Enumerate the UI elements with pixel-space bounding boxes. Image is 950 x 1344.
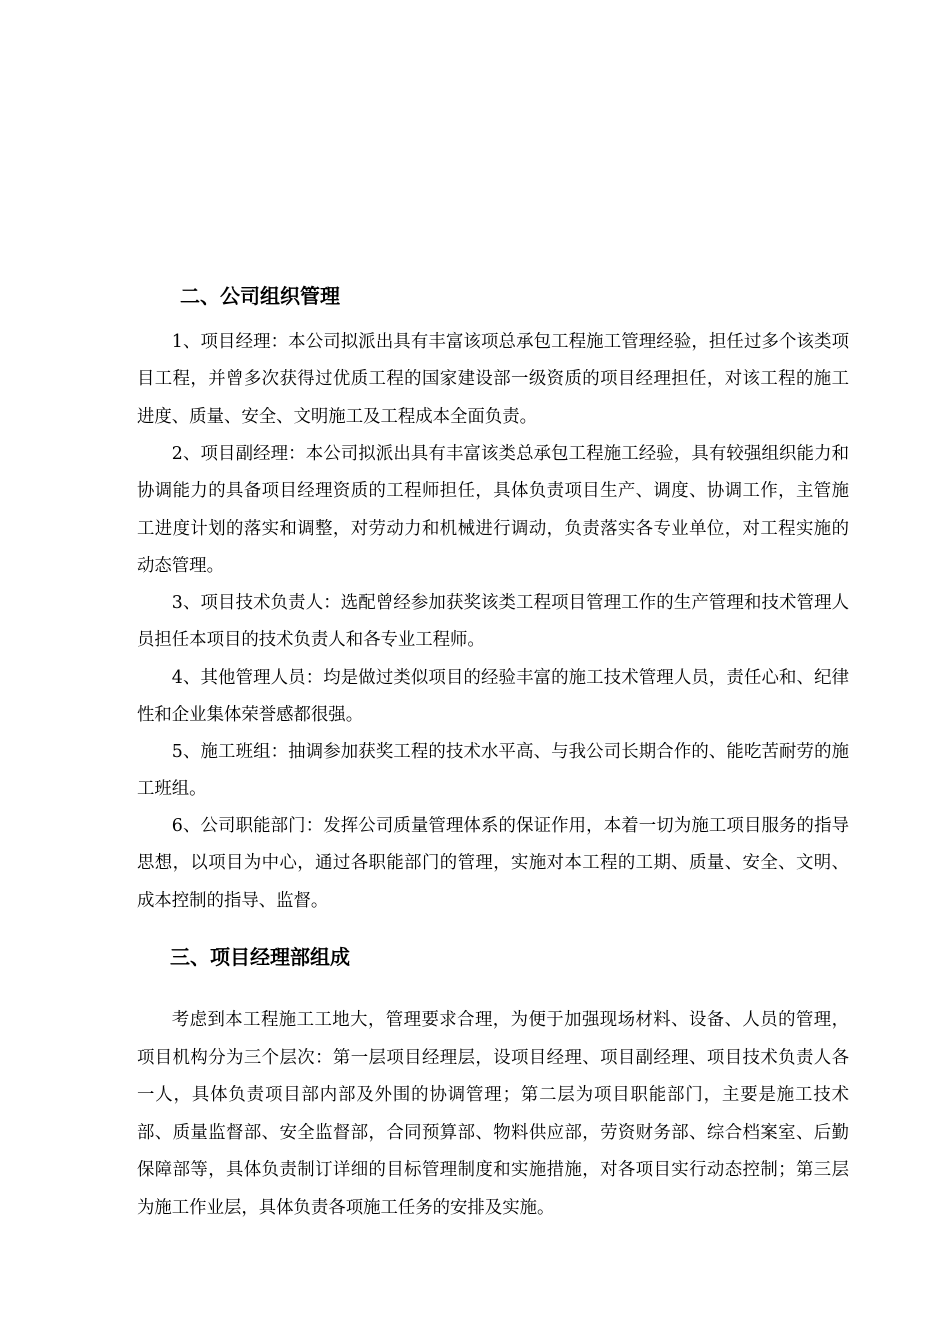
- paragraph-functional-departments: 6、公司职能部门：发挥公司质量管理体系的保证作用，本着一切为施工项目服务的指导思想，以项目为中心，通过各职能部门的管理，实施对本工程的工期、质量、安全、文明、成本控制的指导、监督。: [137, 816, 849, 911]
- section-heading-organization: 二、公司组织管理: [180, 284, 340, 308]
- paragraph-project-manager: 1、项目经理：本公司拟派出具有丰富该项总承包工程施工管理经验，担任过多个该类项目工程，并曾多次获得过优质工程的国家建设部一级资质的项目经理担任，对该工程的施工进度、质量、安全、文明施工及工程成本全面负责。: [137, 332, 849, 427]
- paragraph-other-staff: 4、其他管理人员：均是做过类似项目的经验丰富的施工技术管理人员，责任心和、纪律性和企业集体荣誉感都很强。: [137, 668, 849, 726]
- paragraph-construction-team: 5、施工班组：抽调参加获奖工程的技术水平高、与我公司长期合作的、能吃苦耐劳的施工班组。: [137, 742, 849, 800]
- section-heading-project-department: 三、项目经理部组成: [170, 945, 350, 969]
- paragraph-department-structure: 考虑到本工程施工工地大，管理要求合理，为便于加强现场材料、设备、人员的管理，项目机构分为三个层次：第一层项目经理层，设项目经理、项目副经理、项目技术负责人各一人，具体负责项目部内部及外围的协调管理；第二层为项目职能部门，主要是施工技术部、质量监督部、安全监督部，合同预算部、物料供应部，劳资财务部、综合档案室、后勤保障部等，具体负责制订详细的目标管理制度和实施措施，对各项目实行动态控制；第三层为施工作业层，具体负责各项施工任务的安排及实施。: [137, 1010, 849, 1218]
- paragraph-deputy-manager: 2、项目副经理：本公司拟派出具有丰富该类总承包工程施工经验，具有较强组织能力和协调能力的具备项目经理资质的工程师担任，具体负责项目生产、调度、协调工作，主管施工进度计划的落实和调整，对劳动力和机械进行调动，负责落实各专业单位，对工程实施的动态管理。: [137, 444, 849, 576]
- paragraph-technical-lead: 3、项目技术负责人：选配曾经参加获奖该类工程项目管理工作的生产管理和技术管理人员担任本项目的技术负责人和各专业工程师。: [137, 593, 849, 651]
